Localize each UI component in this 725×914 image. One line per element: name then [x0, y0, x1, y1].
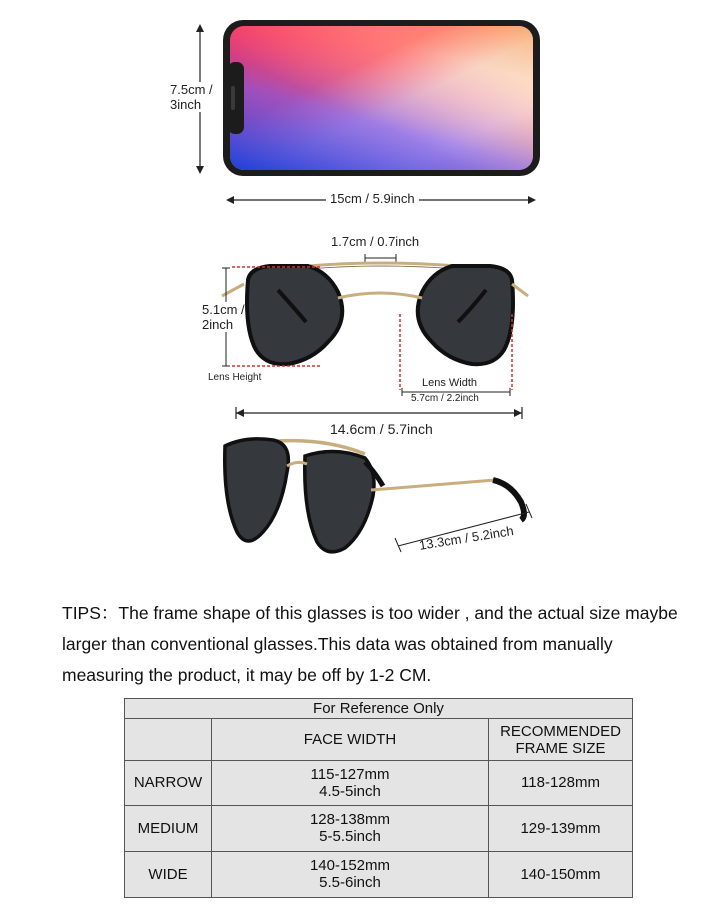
phone-width-label: 15cm / 5.9inch: [326, 191, 419, 206]
table-title-row: [125, 699, 633, 719]
table-row: [125, 805, 633, 851]
face-width-mm: 140-152mm: [309, 857, 391, 875]
table-title: For Reference Only: [125, 699, 633, 719]
glasses-side-illustration: [215, 432, 545, 567]
table-header-row: [125, 719, 633, 761]
row-face-width: [212, 761, 489, 805]
size-reference-table: [124, 698, 633, 898]
glasses-front-illustration: [200, 250, 540, 420]
row-frame-size: 118-128mm: [489, 761, 633, 805]
tips-line-3: measuring the product, it may be off by 1-2 CM.: [62, 665, 432, 685]
row-frame-size: 129-139mm: [489, 805, 633, 851]
phone-height-line2: 3inch: [170, 97, 202, 112]
total-width-arrow: [234, 406, 524, 420]
lens-height-line1: 5.1cm /: [202, 302, 245, 317]
face-width-mm: 115-127mm: [310, 765, 390, 783]
phone-height-line1: 7.5cm /: [170, 82, 213, 97]
row-frame-size: 140-150mm: [489, 851, 633, 897]
row-face-width: [212, 851, 489, 897]
tips-line-2: larger than conventional glasses.This data was obtained from manually: [62, 634, 613, 654]
table-header-empty: [125, 719, 212, 761]
face-width-inch: 5.5-6inch: [319, 874, 381, 892]
row-label: NARROW: [125, 761, 212, 805]
table-row: [125, 761, 633, 805]
row-label: WIDE: [125, 851, 212, 897]
lens-height-line2: 2inch: [202, 317, 234, 332]
face-width-mm: 128-138mm: [309, 811, 391, 829]
phone-illustration: [222, 18, 542, 178]
face-width-inch: 4.5-5inch: [319, 782, 381, 800]
bridge-width-label: 1.7cm / 0.7inch: [331, 234, 420, 249]
frame-size-header-line2: FRAME SIZE: [515, 739, 606, 757]
temple-length-label: 13.3cm / 5.2inch: [418, 523, 515, 553]
face-width-inch: 5-5.5inch: [319, 828, 381, 846]
tips-paragraph: [62, 598, 712, 691]
table-header-frame-size: [489, 719, 633, 761]
lens-width-label: 5.7cm / 2.2inch: [411, 393, 479, 404]
lens-width-caption: Lens Width: [422, 377, 478, 389]
total-width-label: 14.6cm / 5.7inch: [330, 421, 433, 437]
row-label: MEDIUM: [125, 805, 212, 851]
lens-height-caption: Lens Height: [208, 372, 262, 383]
row-face-width: [212, 805, 489, 851]
table-header-face-width: FACE WIDTH: [212, 719, 489, 761]
frame-size-header-line1: RECOMMENDED: [500, 722, 621, 740]
table-row: [125, 851, 633, 897]
lens-height-label: [202, 302, 245, 332]
phone-height-label: [170, 82, 213, 112]
tips-line-1: TIPS：The frame shape of this glasses is too wider , and the actual size maybe: [62, 603, 678, 623]
